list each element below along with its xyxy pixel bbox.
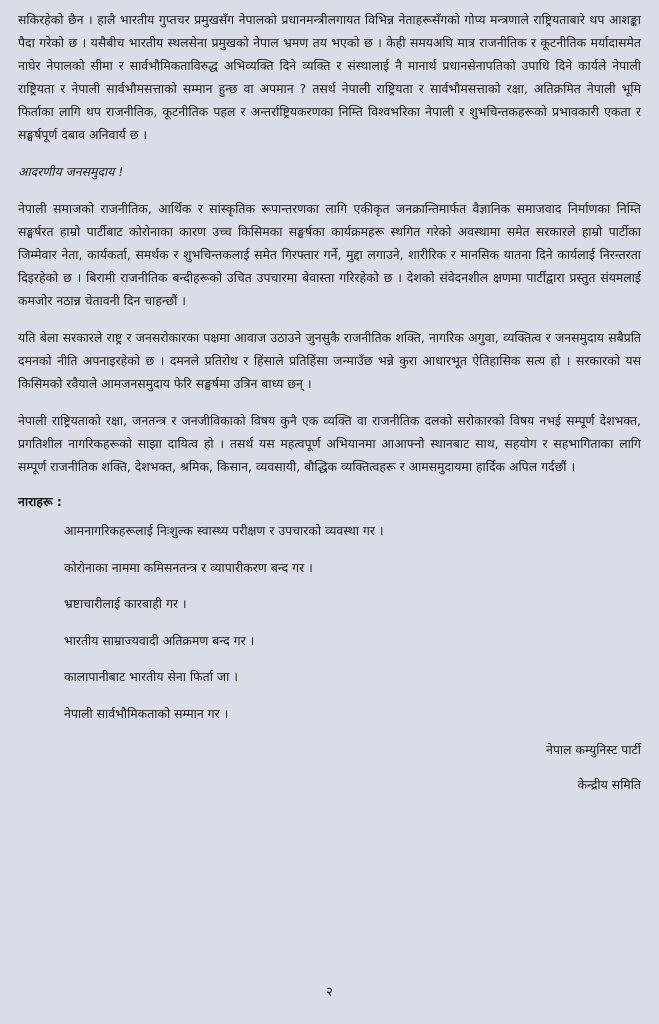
- signature-committee: केन्द्रीय समिति: [577, 777, 641, 792]
- paragraph-1: सकिरहेको छैन । हालै भारतीय गुप्तचर प्रमुखसँग नेपालको प्रधानमन्त्रीलगायत विभिन्न नेताहरूसँगको गोप्य मन्त्रणाले राष्ट्रियताबारे थप आशङ्का पैदा गरेको छ । यसैबीच भारतीय स्थलसेना प्रमुखको नेपाल भ्रमण तय भएको छ । केही समयअघि मात्र राजनीतिक र कूटनीतिक मर्यादासमेत नाघेर नेपालको सीमा र सार्वभौमिकताविरुद्ध अभिव्यक्ति दिने व्यक्ति र संस्थालाई नै मानार्थ प्रधानसेनापतिको उपाधि दिने कार्यले नेपाली राष्ट्रियता र नेपाली सार्वभौमसत्ताको सम्मान हुन्छ वा अपमान ? तसर्थ नेपाली राष्ट्रियता र सार्वभौमसत्ताको रक्षा, अतिक्रमित नेपाली भूमि फिर्ताका लागि थप राजनीतिक, कूटनीतिक पहल र अन्तर्राष्ट्रियकरणका निम्ति विश्वभरिका नेपाली र शुभचिन्तकहरूको प्रभावकारी एकता र सङ्घर्षपूर्ण दबाव अनिवार्य छ ।: [18, 12, 641, 142]
- slogan-item: नेपाली सार्वभौमिकताको सम्मान गर ।: [64, 705, 229, 721]
- paragraph-3: यति बेला सरकारले राष्ट्र र जनसरोकारका पक्षमा आवाज उठाउने जुनसुकै राजनीतिक शक्ति, नागरिक अगुवा, व्यक्तित्व र जनसमुदाय सबैप्रति दमनको नीति अपनाइरहेको छ । दमनले प्रतिरोध र हिंसाले प्रतिहिंसा जन्माउँछ भन्ने कुरा आधारभूत ऐतिहासिक सत्य हो । सरकारको यस किसिमको रवैयाले आमजनसमुदाय फेरि सङ्घर्षमा उत्रिन बाध्य छन् ।: [18, 330, 641, 391]
- salutation: आदरणीय जनसमुदाय !: [18, 164, 124, 179]
- slogan-item: कालापानीबाट भारतीय सेना फिर्ता जा ।: [64, 669, 238, 684]
- slogan-item: कोरोनाका नाममा कमिसनतन्त्र र व्यापारीकरण बन्द गर ।: [64, 559, 313, 575]
- slogan-list: [64, 519, 641, 725]
- slogan-item: भ्रष्टाचारीलाई कारबाही गर ।: [64, 596, 187, 611]
- slogan-item: भारतीय साम्राज्यवादी अतिक्रमण बन्द गर ।: [64, 632, 255, 648]
- slogan-item: आमनागरिकहरूलाई निःशुल्क स्वास्थ्य परीक्षण र उपचारको व्यवस्था गर ।: [64, 523, 384, 538]
- page-number: २: [326, 985, 333, 1000]
- slogans-heading: नाराहरू :: [18, 494, 62, 509]
- paragraph-2: नेपाली समाजको राजनीतिक, आर्थिक र सांस्कृतिक रूपान्तरणका लागि एकीकृत जनक्रान्तिमार्फत वैज्ञानिक समाजवाद निर्माणका निम्ति सङ्घर्षरत हाम्रो पार्टीबाट कोरोनाका कारण उच्च किसिमका सङ्घर्षका कार्यक्रमहरू स्थगित गरेको अवस्थामा समेत सरकारले हाम्रो पार्टीका जिम्मेवार नेता, कार्यकर्ता, समर्थक र शुभचिन्तकलाई समेत गिरफ्तार गर्ने, मुद्दा लगाउने, शारीरिक र मानसिक यातना दिने कार्यलाई निरन्तरता दिइरहेको छ । बिरामी राजनीतिक बन्दीहरूको उचित उपचारमा बेवास्ता गरिरहेको छ । देशको संवेदनशील क्षणमा पार्टीद्वारा प्रस्तुत संयमलाई कमजोर नठान्न चेतावनी दिन चाहन्छौं ।: [18, 201, 641, 308]
- signature-party: नेपाल कम्युनिस्ट पार्टी: [546, 742, 641, 757]
- paragraph-4: नेपाली राष्ट्रियताको रक्षा, जनतन्त्र र जनजीविकाको विषय कुनै एक व्यक्ति वा राजनीतिक दलको सरोकारको विषय नभई सम्पूर्ण देशभक्त, प्रगतिशील नागरिकहरूको साझा दायित्व हो । तसर्थ यस महत्वपूर्ण अभियानमा आआफ्नो स्थानबाट साथ, सहयोग र सहभागिताका लागि सम्पूर्ण राजनीतिक शक्ति, देशभक्त, श्रमिक, किसान, व्यवसायी, बौद्धिक व्यक्तित्वहरू र आमसमुदायमा हार्दिक अपिल गर्दछौं ।: [18, 413, 641, 474]
